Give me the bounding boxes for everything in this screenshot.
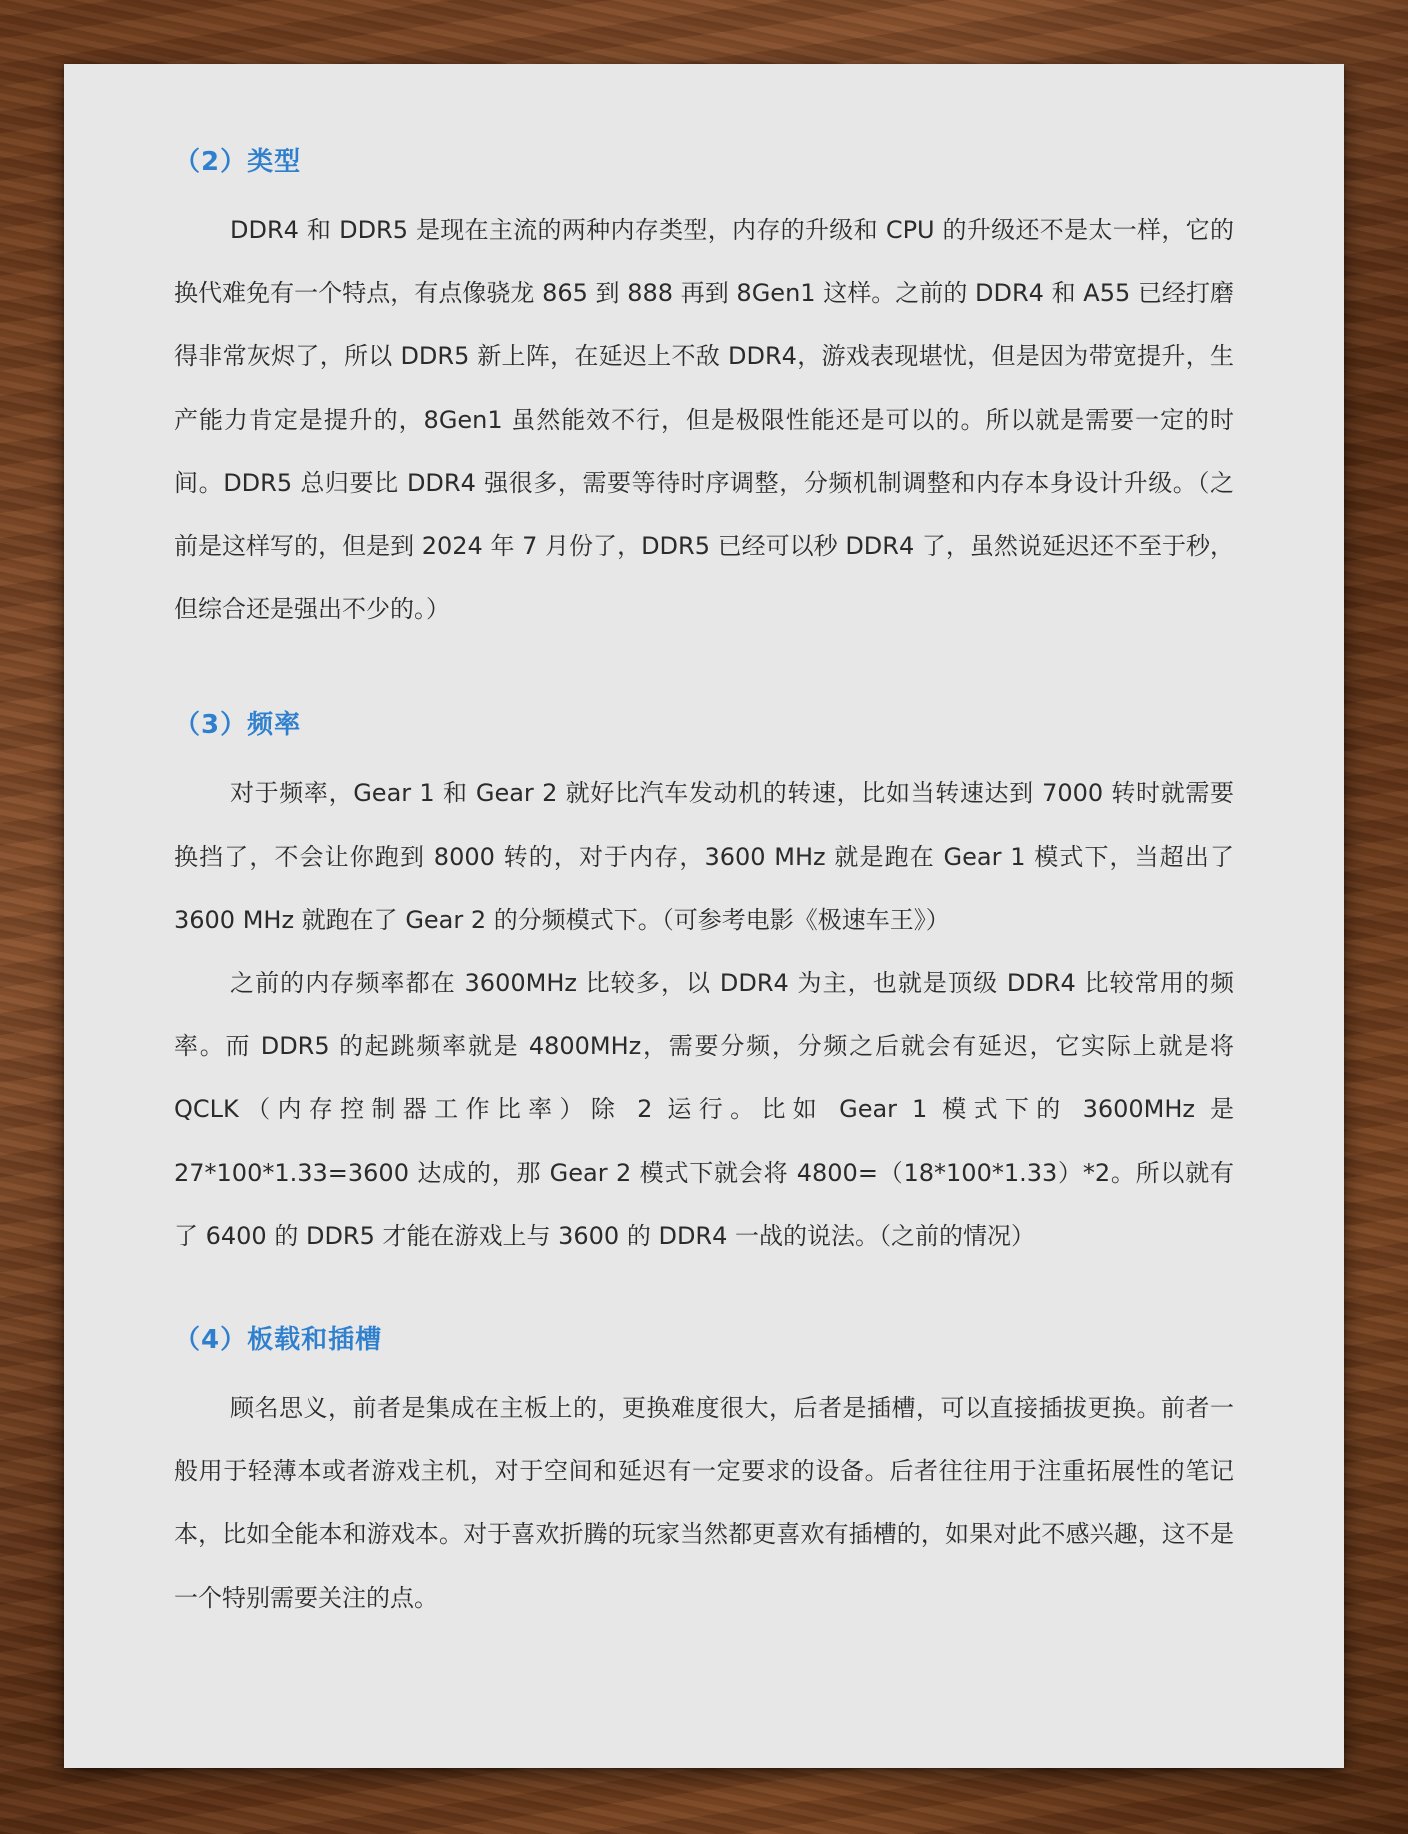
section-onboard-slot [174,1320,1234,1630]
paragraph: DDR4 和 DDR5 是现在主流的两种内存类型，内存的升级和 CPU 的升级还不是太一样，它的换代难免有一个特点，有点像骁龙 865 到 888 再到 8Gen1 这样。之前的 DDR4 和 A55 已经打磨得非常灰烬了，所以 DDR5 新上阵，在延迟上不敌 DDR4，游戏表现堪忧，但是因为带宽提升，生产能力肯定是提升的，8Gen1 虽然能效不行，但是极限性能还是可以的。所以就是需要一定的时间。DDR5 总归要比 DDR4 强很多，需要等待时序调整，分频机制调整和内存本身设计升级。（之前是这样写的，但是到 2024 年 7 月份了，DDR5 已经可以秒 DDR4 了，虽然说延迟还不至于秒，但综合还是强出不少的。） [174,216,1234,624]
document-content [174,142,1234,1630]
section-heading-frequency: （3）频率 [174,710,302,741]
document-page [64,64,1344,1768]
paragraph: 顾名思义，前者是集成在主板上的，更换难度很大，后者是插槽，可以直接插拔更换。前者一般用于轻薄本或者游戏主机，对于空间和延迟有一定要求的设备。后者往往用于注重拓展性的笔记本，比如全能本和游戏本。对于喜欢折腾的玩家当然都更喜欢有插槽的，如果对此不感兴趣，这不是一个特别需要关注的点。 [174,1394,1234,1612]
paragraph: 对于频率，Gear 1 和 Gear 2 就好比汽车发动机的转速，比如当转速达到 7000 转时就需要换挡了，不会让你跑到 8000 转的，对于内存，3600 MHz 就是跑在 Gear 1 模式下，当超出了 3600 MHz 就跑在了 Gear 2 的分频模式下。（可参考电影《极速车王》） [174,779,1234,934]
section-heading-onboard-slot: （4）板载和插槽 [174,1325,383,1356]
section-frequency [174,705,1234,1268]
section-type [174,142,1234,641]
section-spacer [174,641,1234,705]
section-spacer [174,1268,1234,1320]
paragraph: 之前的内存频率都在 3600MHz 比较多，以 DDR4 为主，也就是顶级 DDR4 比较常用的频率。而 DDR5 的起跳频率就是 4800MHz，需要分频，分频之后就会有延迟，它实际上就是将 QCLK（内存控制器工作比率）除 2 运行。比如 Gear 1 模式下的 3600MHz 是 27*100*1.33=3600 达成的，那 Gear 2 模式下就会将 4800=（18*100*1.33）*2。所以就有了 6400 的 DDR5 才能在游戏上与 3600 的 DDR4 一战的说法。（之前的情况） [174,969,1234,1250]
section-heading-type: （2）类型 [174,147,302,177]
